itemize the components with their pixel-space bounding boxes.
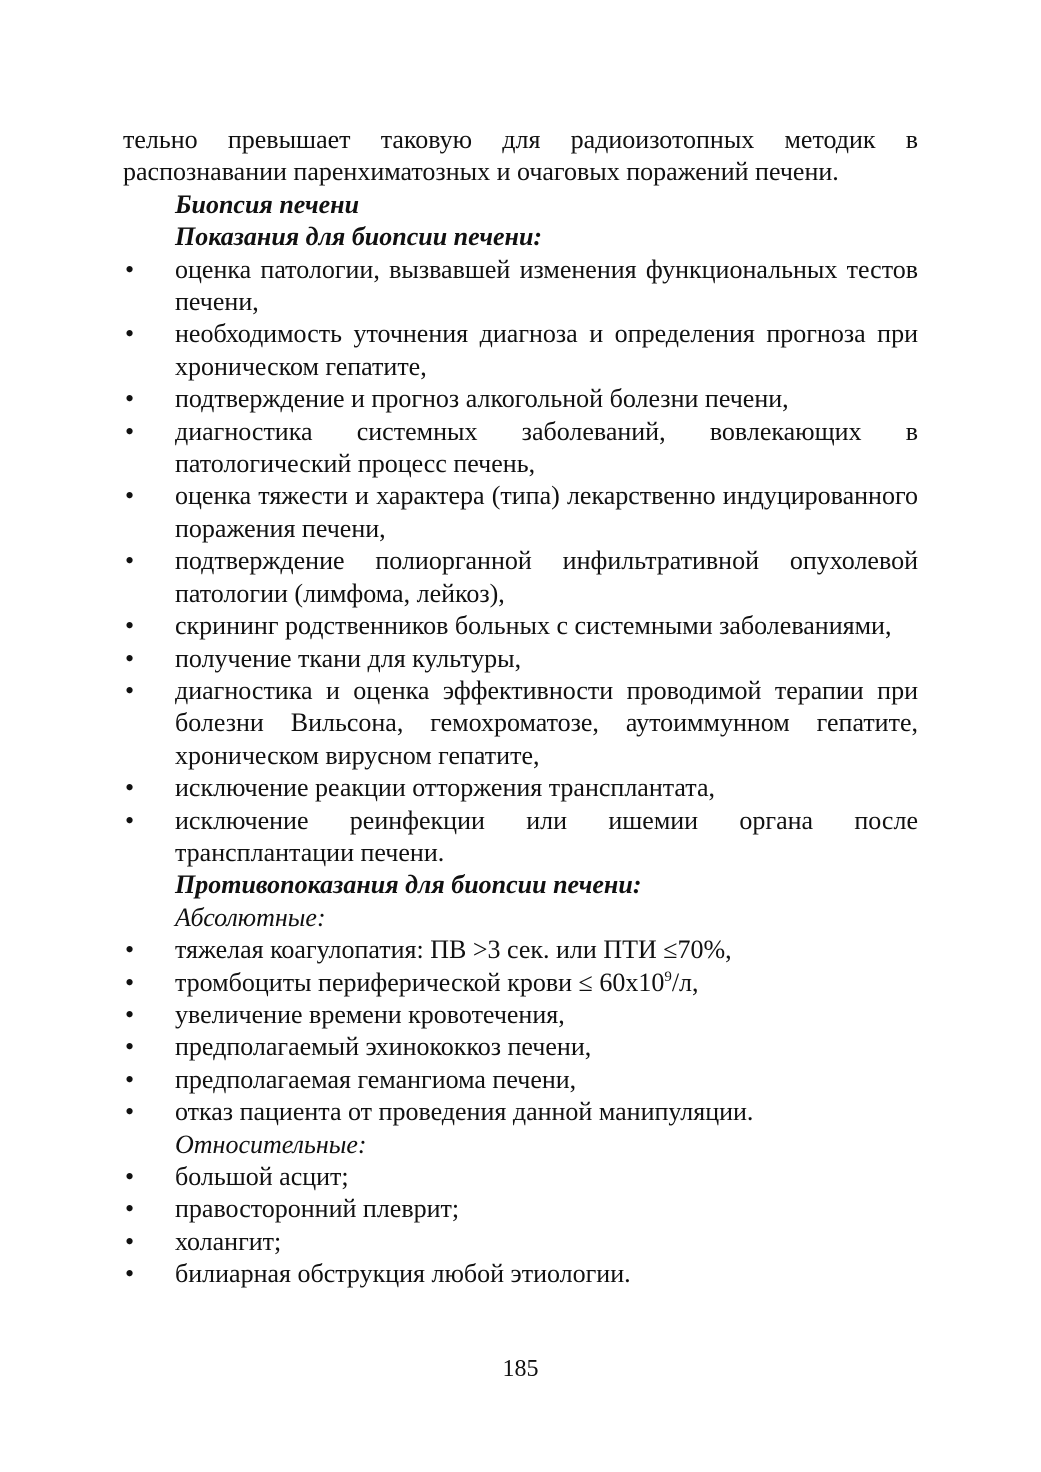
list-item [123,675,918,772]
list-item-text: предполагаемая гемангиома печени, [175,1064,577,1094]
bullet-icon: • [125,384,135,414]
list-item [123,545,918,610]
list-item [123,805,918,870]
list-item-text: получение ткани для культуры, [175,643,522,673]
bullet-icon: • [125,1259,135,1289]
bullet-icon: • [125,935,135,965]
list-item [123,318,918,383]
bullet-icon: • [125,675,135,705]
bullet-icon: • [125,967,135,997]
list-item [123,1031,918,1063]
list-item-text: билиарная обструкция любой этиологии. [175,1259,631,1289]
list-item [123,1226,918,1258]
list-item-text: диагностика системных заболеваний, вовлекающих в патологический процесс печень, [175,416,918,479]
list-item-text: холангит; [175,1226,282,1256]
list-item [123,254,918,319]
bullet-icon: • [125,1162,135,1191]
list-item [123,643,918,675]
page-number: 185 [502,1356,539,1382]
contraindications-heading: Противопоказания для биопсии печени: [175,870,642,900]
list-item [123,967,918,999]
list-item [123,1096,918,1128]
list-item [123,1258,918,1290]
list-item [123,934,918,966]
list-item [123,1193,918,1225]
list-item [123,999,918,1031]
relative-label: Относительные: [175,1129,367,1159]
bullet-icon: • [125,481,135,511]
list-item-text: скрининг родственников больных с системными заболеваниями, [175,611,892,641]
list-item-text: оценка тяжести и характера (типа) лекарственно индуцированного поражения печени, [175,481,918,543]
bullet-icon: • [125,1032,135,1062]
bullet-icon: • [125,1097,135,1127]
list-item [123,1161,918,1193]
absolute-label: Абсолютные: [175,902,326,932]
absolute-contraindications-list [123,934,918,1128]
relative-contraindications-list [123,1161,918,1291]
page-content [123,124,918,1291]
unit-text: /л, [671,967,699,997]
list-item-text: необходимость уточнения диагноза и определения прогноза при хроническом гепатите, [175,319,918,381]
list-item-text: правосторонний плеврит; [175,1194,460,1224]
list-item-text: предполагаемый эхинококкоз печени, [175,1032,592,1062]
list-item [123,772,918,804]
list-item-text: большой асцит; [175,1162,349,1191]
list-item [123,383,918,415]
bullet-icon: • [125,319,135,349]
bullet-icon: • [125,643,135,673]
list-item-text: увеличение времени кровотечения, [175,999,565,1029]
list-item-text: оценка патологии, вызвавшей изменения функциональных тестов печени, [175,254,918,317]
list-item [123,416,918,481]
list-item-text: исключение реакции отторжения трансплантата, [175,773,716,803]
indications-heading: Показания для биопсии печени: [175,222,543,252]
list-item [123,1064,918,1096]
bullet-icon: • [125,773,135,803]
intro-paragraph: тельно превышает таковую для радиоизотопных методик в распознавании паренхиматозных и очаговых поражений печени. [123,125,918,187]
section-title: Биопсия печени [175,189,360,219]
bullet-icon: • [125,805,135,835]
bullet-icon: • [125,999,135,1029]
list-item-text: тромбоциты периферической крови ≤ 60х10 [175,967,665,997]
list-item-text: подтверждение и прогноз алкогольной болезни печени, [175,384,789,414]
bullet-icon: • [125,1226,135,1256]
bullet-icon: • [125,546,135,576]
bullet-icon: • [125,611,135,641]
list-item-text: исключение реинфекции или ишемии органа после трансплантации печени. [175,805,918,867]
list-item-text: диагностика и оценка эффективности проводимой терапии при болезни Вильсона, гемохроматозе, аутоиммунном гепатите, хроническом вирусном гепатите, [175,675,918,770]
indications-list [123,254,918,870]
list-item-text: подтверждение полиорганной инфильтративной опухолевой патологии (лимфома, лейкоз), [175,546,918,608]
list-item [123,480,918,545]
bullet-icon: • [125,1064,135,1094]
exponent: 9 [664,968,672,985]
list-item-text: отказ пациента от проведения данной манипуляции. [175,1097,754,1127]
bullet-icon: • [125,254,135,284]
bullet-icon: • [125,1194,135,1224]
bullet-icon: • [125,416,135,446]
list-item [123,610,918,642]
list-item-text: тяжелая коагулопатия: ПВ >3 сек. или ПТИ ≤70%, [175,935,732,965]
